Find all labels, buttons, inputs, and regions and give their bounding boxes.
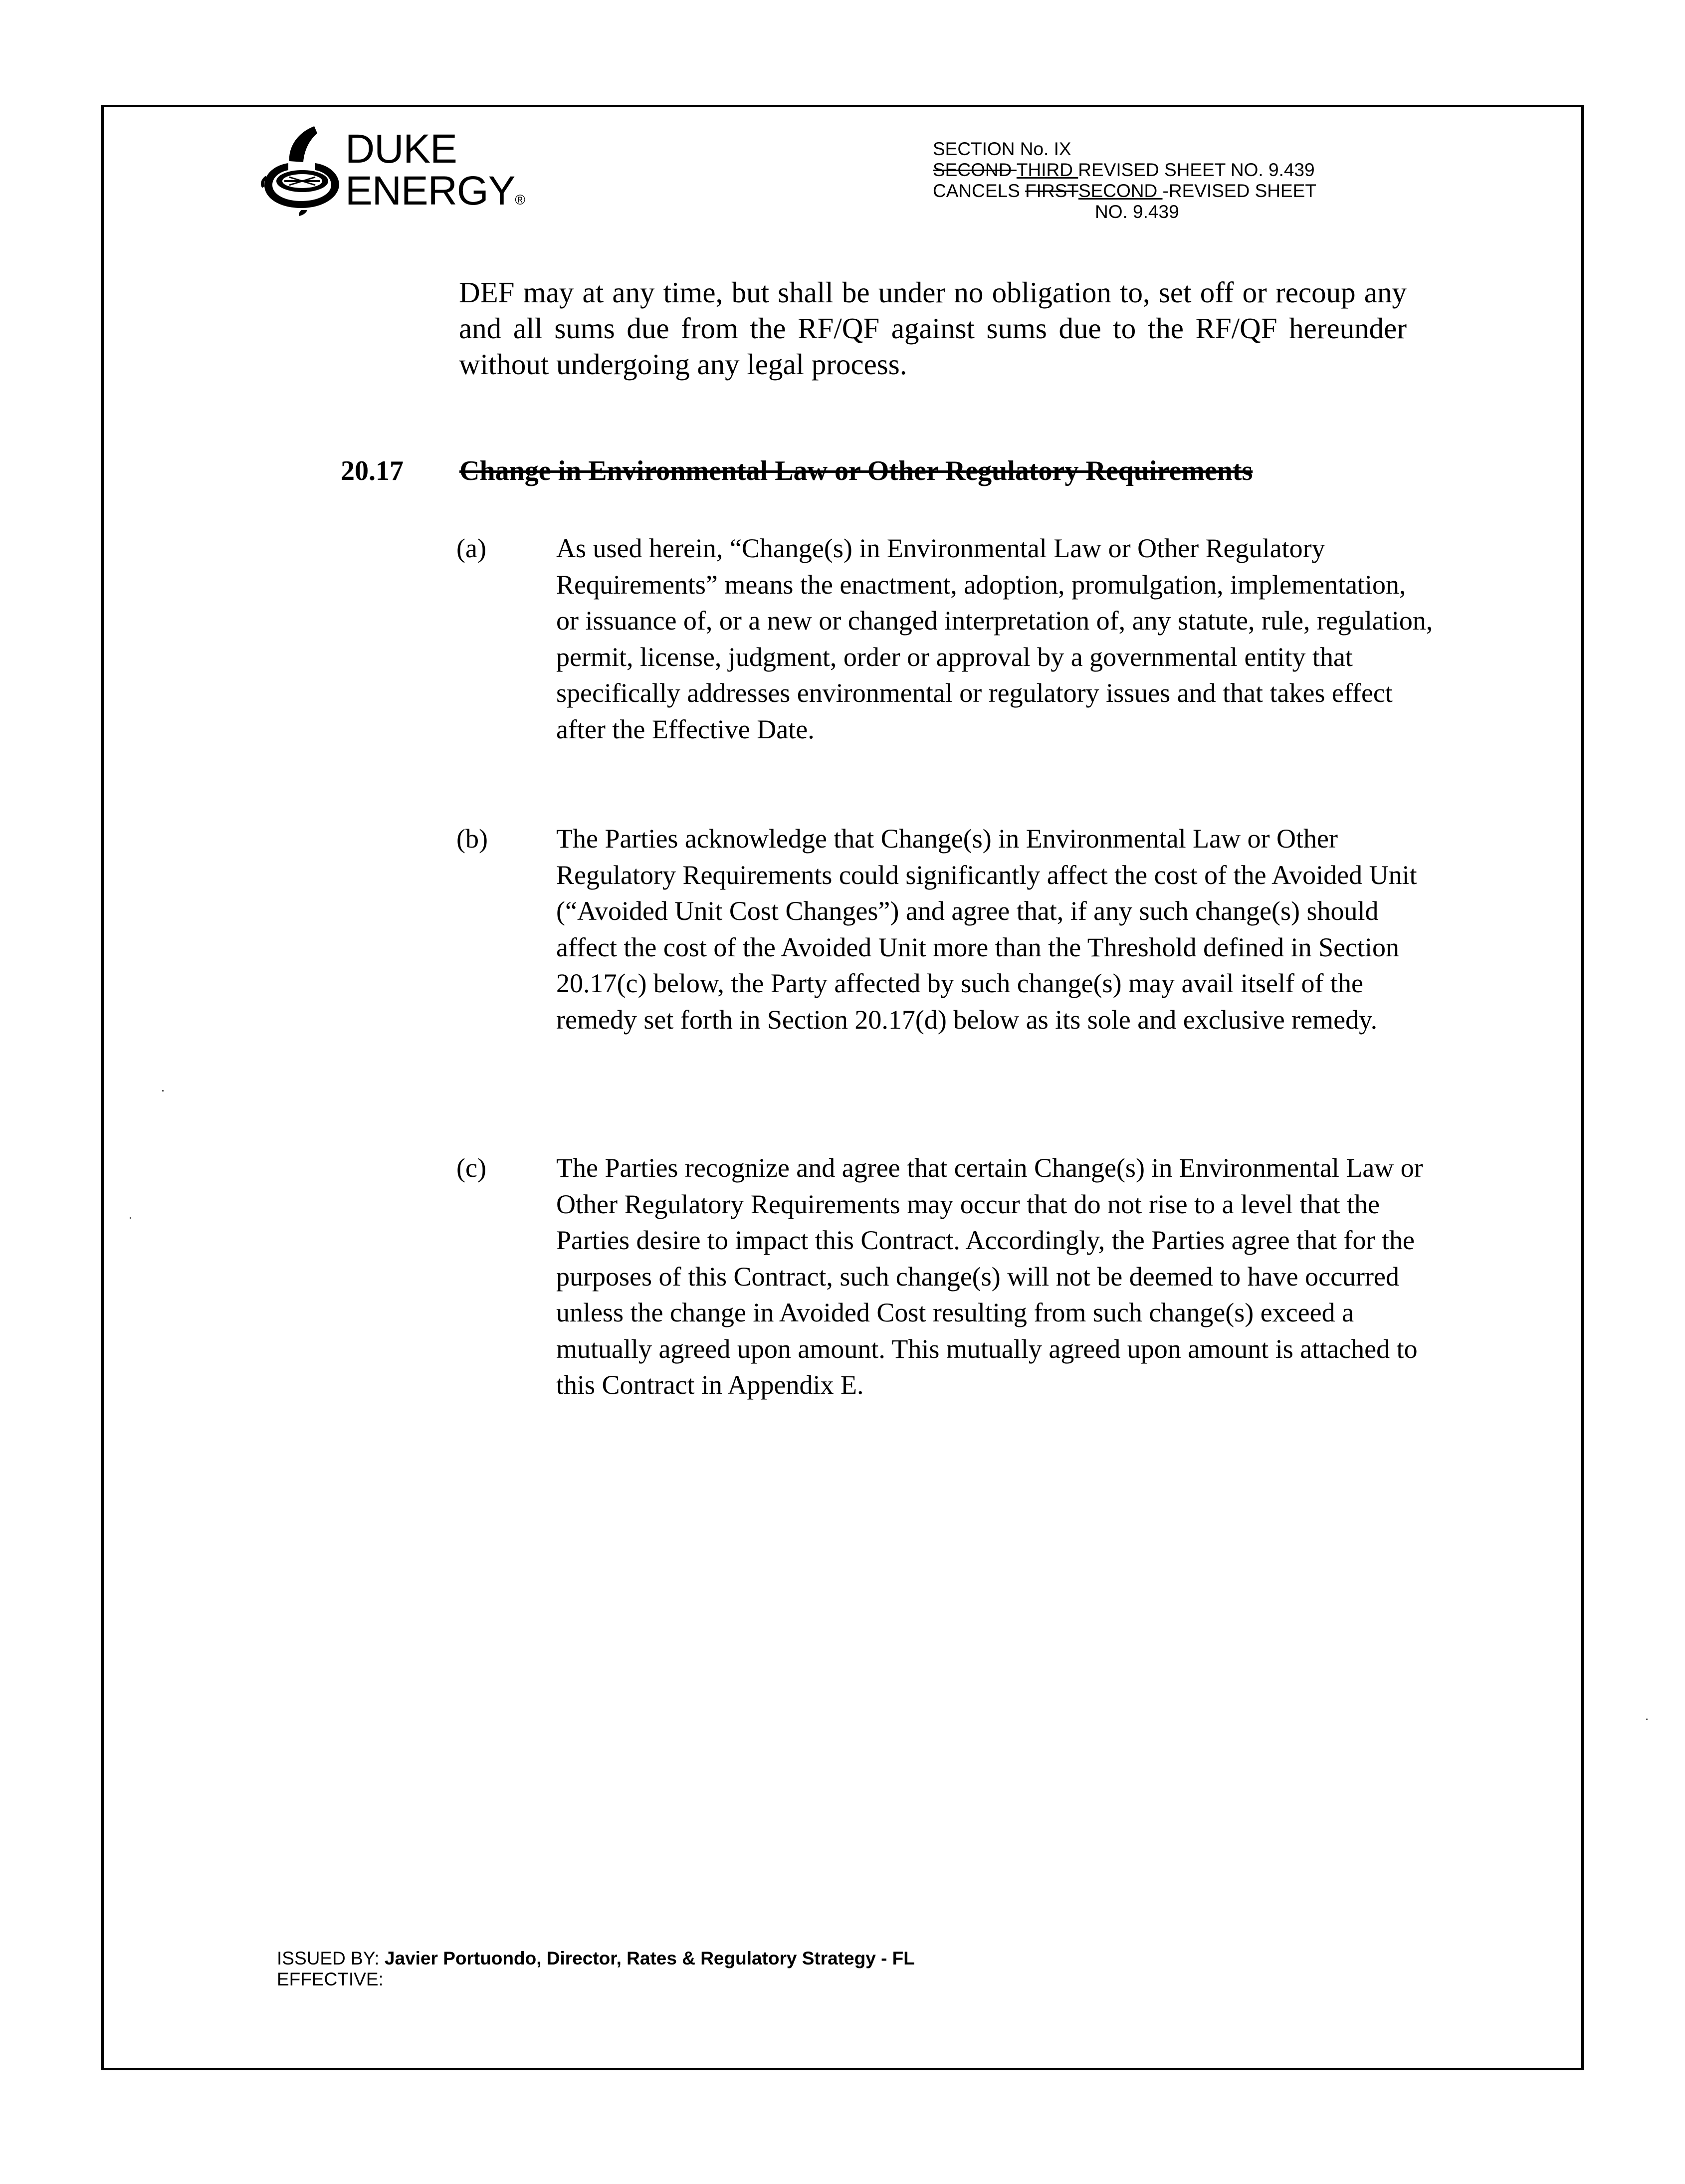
section-title: Change in Environmental Law or Other Regulatory Requirements <box>459 455 1253 486</box>
intro-paragraph: DEF may at any time, but shall be under no obligation to, set off or recoup any and all sums due from the RF/QF against sums due to the RF/QF hereunder without undergoing any legal process. <box>459 276 1407 381</box>
clause-label: (a) <box>456 533 486 563</box>
sheet-header <box>933 139 1382 222</box>
section-heading <box>341 455 1438 487</box>
section-number: SECTION No. IX <box>933 139 1071 159</box>
issued-by-value: Javier Portuondo, Director, Rates & Regulatory Strategy - FL <box>384 1948 915 1968</box>
clause-b <box>456 821 1434 1120</box>
logo-line-energy <box>345 170 525 221</box>
registered-mark: ® <box>515 192 525 208</box>
inserted-revision: THIRD <box>1016 160 1078 180</box>
sheet-number: NO. 9.439 <box>1095 202 1179 222</box>
scan-speck <box>1646 1719 1648 1720</box>
logo-line-duke: DUKE <box>345 126 457 172</box>
clause-text: The Parties recognize and agree that certain Change(s) in Environmental Law or Other Regulatory Requirements may occur that do not rise to a level that the Parties desire to impact this Contract. Accordingly, the Parties agree that for the purposes of this Contract, such change(s) will not be deemed to have occurred unless the change in Avoided Cost resulting from such change(s) exceed a mutually agreed upon amount. This mutually agreed upon amount is attached to this Contract in Appendix E. <box>556 1153 1423 1400</box>
clause-a <box>456 530 1434 790</box>
page-footer <box>277 1948 1274 1990</box>
clause-c <box>456 1150 1434 1449</box>
deleted-revision: SECOND <box>933 160 1017 180</box>
scan-speck <box>162 1090 164 1092</box>
section-number-label: 20.17 <box>341 455 404 486</box>
cancels-line <box>933 181 1382 202</box>
clause-text: The Parties acknowledge that Change(s) in Environmental Law or Other Regulatory Requirements could significantly affect the cost of the Avoided Unit (“Avoided Unit Cost Changes”) and agree that, if any such change(s) should affect the cost of the Avoided Unit more than the Threshold defined in Section 20.17(c) below, the Party affected by such change(s) may avail itself of the remedy set forth in Section 20.17(d) below as its sole and exclusive remedy. <box>556 824 1417 1035</box>
effective-line: EFFECTIVE: <box>277 1969 384 1989</box>
revised-sheet-text: REVISED SHEET NO. 9.439 <box>1078 160 1315 180</box>
cancels-inserted: SECOND <box>1078 181 1163 201</box>
cancels-prefix: CANCELS <box>933 181 1026 201</box>
cancels-deleted: FIRST <box>1025 181 1078 201</box>
scan-speck <box>130 1217 131 1219</box>
revised-sheet-line <box>933 160 1382 181</box>
company-logo <box>259 122 539 217</box>
cancels-rest: -REVISED SHEET <box>1162 181 1316 201</box>
clause-label: (c) <box>456 1153 486 1183</box>
clause-text: As used herein, “Change(s) in Environmental Law or Other Regulatory Requirements” means the enactment, adoption, promulgation, implementation, or issuance of, or a new or changed interpretation of, any statute, rule, regulation, permit, license, judgment, order or approval by a governmental entity that specifically addresses environmental or regulatory issues and that takes effect after the Effective Date. <box>556 533 1433 744</box>
clause-label: (b) <box>456 824 488 854</box>
logo-wordmark <box>345 128 525 221</box>
issued-by-label: ISSUED BY: <box>277 1948 385 1968</box>
logo-energy-text: ENERGY <box>345 168 515 214</box>
issued-by-line <box>277 1948 1274 1969</box>
duke-energy-logo-icon <box>259 122 344 217</box>
